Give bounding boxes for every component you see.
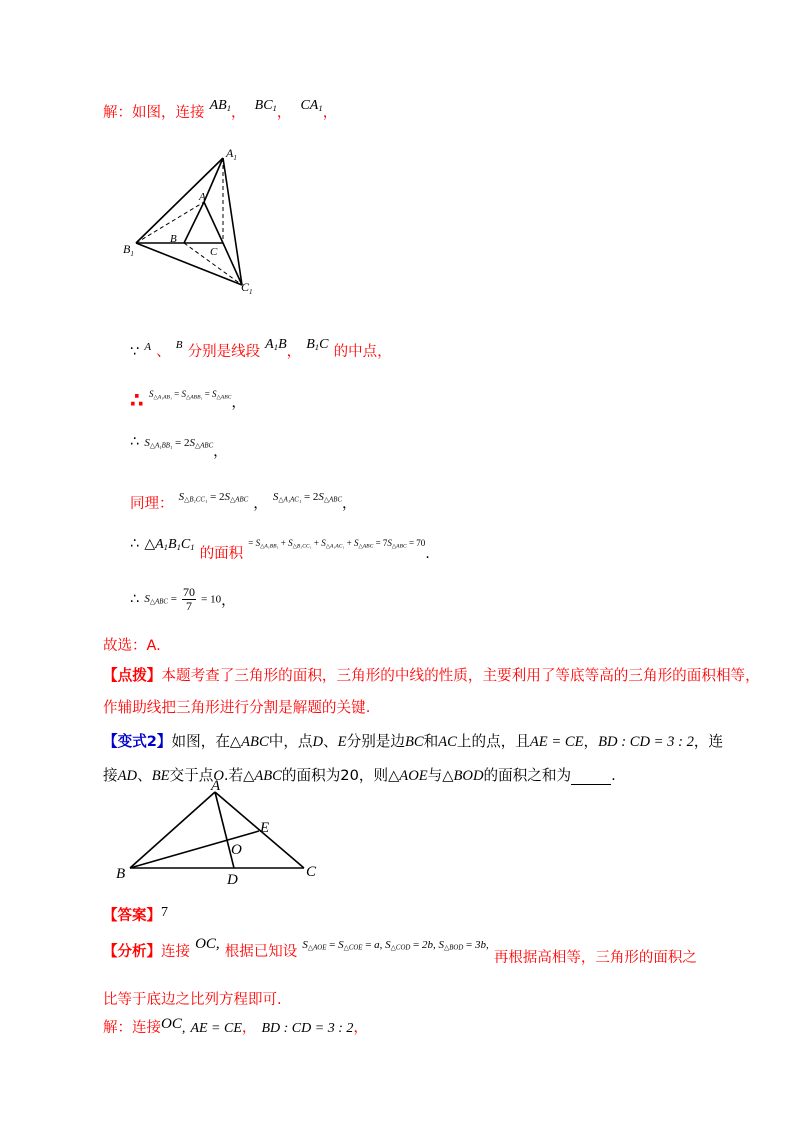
label-d: D bbox=[227, 872, 238, 888]
solution-intro-line: 解：如图，连接 $AB_1$， $BC_1$， $CA_1$， bbox=[103, 98, 338, 121]
answer-line: 【答案】7 bbox=[103, 905, 168, 924]
label-c1: $C_1$ bbox=[241, 280, 253, 295]
edge-a1-c1 bbox=[223, 158, 242, 285]
step-similarly-line: 同理： $S_{\triangle B_1CC_1} = 2S_{\triangle ABC}$ ， $S_{\triangle A_1AC_1} = 2S_{\triangle ABC}$， bbox=[130, 491, 357, 512]
label-b: B bbox=[116, 866, 126, 882]
variation-2-line-2: 接AD、BE交于点O.若△ABC的面积为20，则△AOE与△BOD的面积之和为 . bbox=[103, 767, 616, 784]
segment-ca1: $CA_1$ bbox=[300, 98, 323, 114]
answer-blank bbox=[571, 770, 611, 785]
label-o: O bbox=[231, 842, 242, 858]
label-e: E bbox=[260, 820, 270, 836]
step-equal-areas-line: ∴ $S_{\triangle A_1AB_1} = S_{\triangle ABB_1} = S_{\triangle ABC}$， bbox=[130, 388, 246, 412]
label-b: B bbox=[170, 233, 177, 245]
step-total-area-line: ∴ $\triangle A_1B_1C_1$ 的面积 = $S_{\triangle A_1BB_1} + S_{\triangle B_1CC_1} + S_{\triangle A_1AC_1} + S_{\triangle ABC} = 7S_{\triangle ABC} = 70$. bbox=[130, 536, 430, 562]
triangle-figure-2 bbox=[112, 780, 332, 890]
label-a: A bbox=[199, 191, 206, 203]
label-b1: $B_1$ bbox=[123, 242, 134, 258]
step-midpoint-line: ∵ $^A$ 、 $^B$ 分别是线段 $A_1B$， $B_1C$ 的中点， bbox=[130, 337, 392, 360]
edge-a1-b1 bbox=[136, 158, 223, 243]
step-double-area-line: ∴ $S_{\triangle A_1BB_1} = 2S_{\triangle ABC}$， bbox=[130, 434, 228, 460]
label-a: A bbox=[211, 780, 221, 794]
segment-bc1: $BC_1$ bbox=[254, 98, 277, 114]
analysis-line-1: 【分析】连接 OC, 根据已知设 $^{S_{\triangle AOE} = S_{\triangle COE} = a, S_{\triangle COD} = 2b, S_{\triangle BOD} = 3b,}$ 再根据高相等，三角形的面积之 bbox=[103, 936, 697, 966]
tip-line-1: 【点拨】本题考查了三角形的面积，三角形的中线的性质，主要利用了等底等高的三角形的面积相等， bbox=[103, 667, 760, 684]
label-c: C bbox=[306, 864, 317, 880]
triangle-a1b1c1: $\triangle A_1B_1C_1$ bbox=[144, 537, 195, 553]
label-c: C bbox=[210, 246, 218, 258]
edge-a-b bbox=[184, 202, 204, 243]
solution-label: 解：如图，连接 bbox=[103, 105, 205, 121]
label-a1: $A_1$ bbox=[226, 146, 237, 162]
edge-a1-a bbox=[204, 158, 223, 202]
step-result-line: ∴ $S_{\triangle ABC}$ = $\frac{70}{7}$ = 10， bbox=[130, 585, 236, 613]
edge-a-c bbox=[204, 202, 223, 243]
segment-b1c: $B_1C$ bbox=[306, 337, 329, 353]
answer-value: 7 bbox=[161, 905, 168, 920]
segment-a1b: $A_1B$ bbox=[265, 337, 287, 353]
triangle-figure-1 bbox=[120, 145, 280, 295]
choice-line: 故选：A. bbox=[103, 638, 161, 654]
tip-line-2: 作辅助线把三角形进行分割是解题的关键. bbox=[103, 699, 371, 716]
segment-ab1: $AB_1$ bbox=[209, 98, 232, 114]
variation-2-line-1: 【变式2】如图，在△ABC中，点D、E分别是边BC和AC上的点，且AE = CE，BD : CD = 3 : 2，连 bbox=[103, 733, 724, 750]
analysis-line-2: 比等于底边之比列方程即可. bbox=[103, 992, 282, 1008]
fraction-70-over-7: $\frac{70}{7}$ bbox=[183, 585, 195, 613]
solution-2-line: 解：连接OC, AE = CE， BD : CD = 3 : 2， bbox=[103, 1016, 368, 1036]
